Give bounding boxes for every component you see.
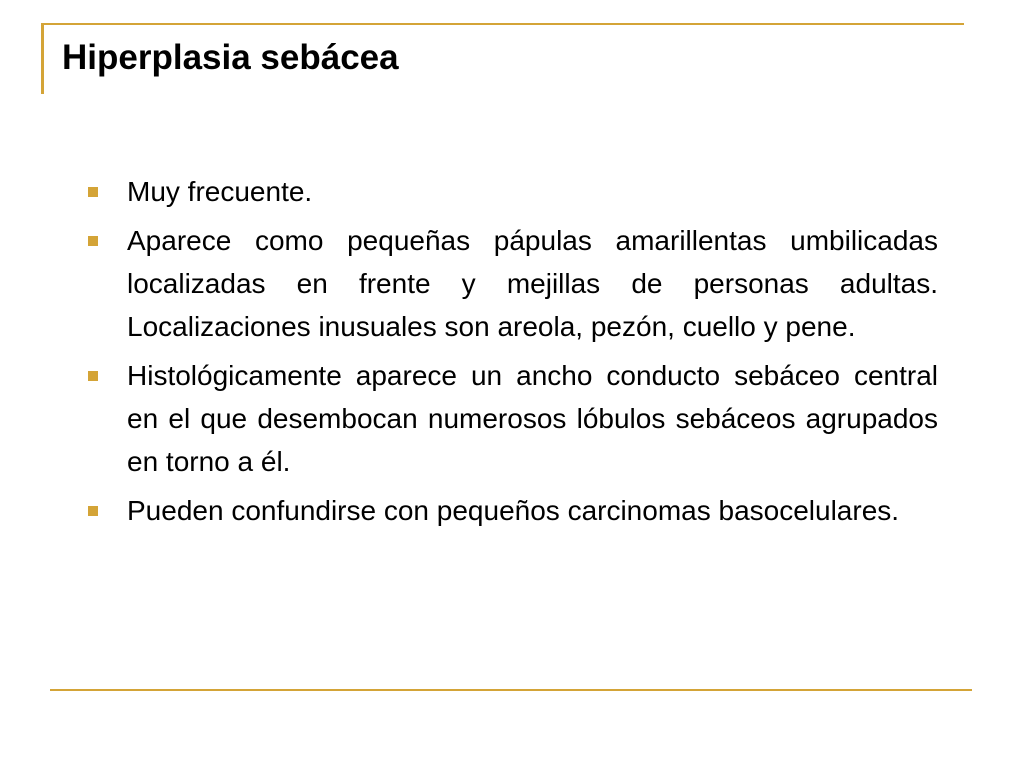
bullet-text: Pueden confundirse con pequeños carcinomas basocelulares. xyxy=(127,495,900,526)
slide-title: Hiperplasia sebácea xyxy=(62,38,399,77)
bullet-text: Aparece como pequeñas pápulas amarillentas umbilicadas localizadas en frente y mejillas de personas adultas. Localizaciones inusuales son areola, pezón, cuello y pene. xyxy=(127,225,938,342)
bullet-text: Muy frecuente. xyxy=(127,176,313,207)
square-bullet-icon xyxy=(88,506,98,516)
bullet-item xyxy=(86,219,938,348)
top-divider-line xyxy=(44,23,964,25)
bullet-item xyxy=(86,170,938,213)
bullet-item xyxy=(86,354,938,483)
bullet-text: Histológicamente aparece un ancho conducto sebáceo central en el que desembocan numerosos lóbulos sebáceos agrupados en torno a él. xyxy=(127,360,938,477)
bullet-item xyxy=(86,489,938,532)
bullet-list xyxy=(86,170,938,538)
title-accent-bar xyxy=(41,23,44,94)
square-bullet-icon xyxy=(88,187,98,197)
square-bullet-icon xyxy=(88,371,98,381)
square-bullet-icon xyxy=(88,236,98,246)
bottom-divider-line xyxy=(50,689,972,691)
